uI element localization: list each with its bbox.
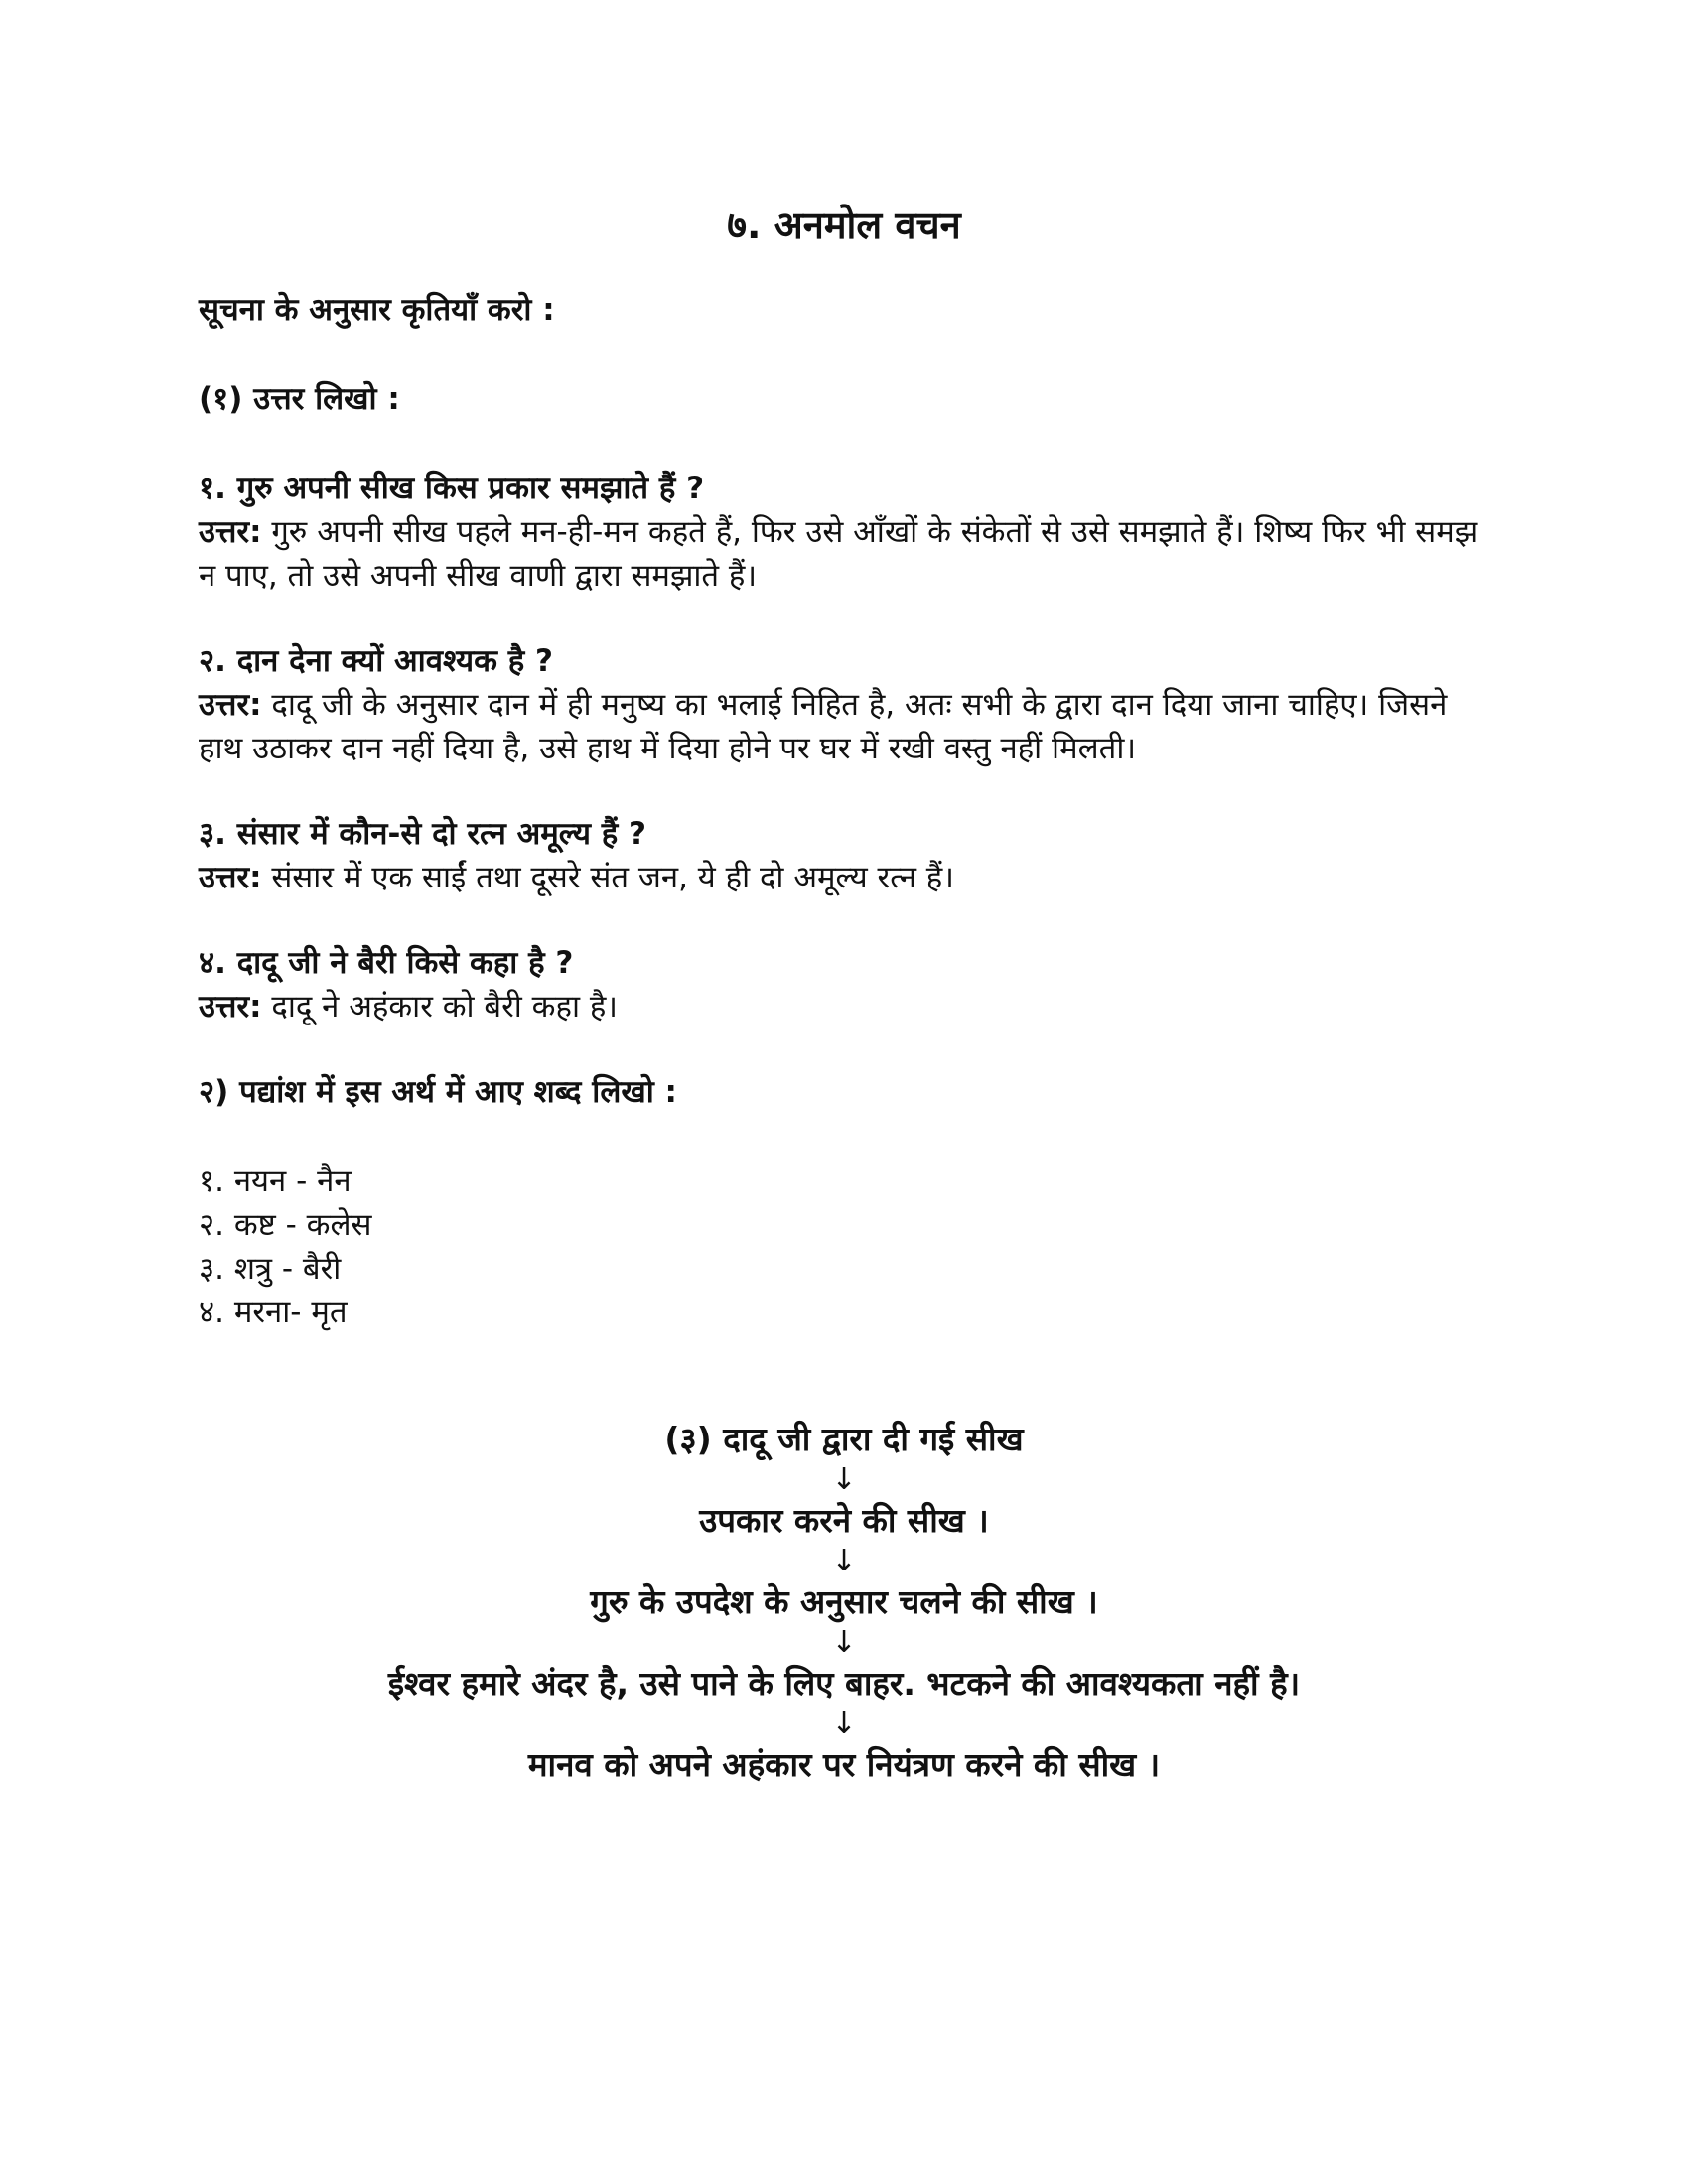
answer-label: उत्तर: — [199, 860, 262, 895]
answer-label: उत्तर: — [199, 514, 262, 550]
qa-item-4 — [199, 941, 1489, 1028]
list-item: १. नयन - नैन — [199, 1163, 352, 1199]
answer-1-text: गुरु अपनी सीख पहले मन-ही-मन कहते हैं, फिर उसे आँखों के संकेतों से उसे समझाते हैं। शिष्य फिर भी समझ न पाए, तो उसे अपनी सीख वाणी द्वारा समझाते हैं। — [199, 514, 1478, 594]
list-item: ३. शत्रु - बैरी — [199, 1251, 342, 1287]
word-meaning-list — [199, 1160, 1489, 1334]
arrow-down-icon: ↓ — [831, 1706, 857, 1741]
answer-2 — [199, 683, 1489, 770]
answer-label: उत्तर: — [199, 687, 262, 723]
question-3: ३. संसार में कौन-से दो रत्न अमूल्य हैं ? — [199, 816, 646, 852]
answer-3 — [199, 856, 1489, 899]
answer-2-text: दादू जी के अनुसार दान में ही मनुष्य का भलाई निहित है, अतः सभी के द्वारा दान दिया जाना चाहिए। जिसने हाथ उठाकर दान नहीं दिया है, उसे हाथ में दिया होने पर घर में रखी वस्तु नहीं मिलती। — [199, 687, 1448, 766]
flow-step-2: गुरु के उपदेश के अनुसार चलने की सीख । — [590, 1582, 1098, 1621]
arrow-down-icon: ↓ — [831, 1462, 857, 1497]
section-1-heading: (१) उत्तर लिखो : — [199, 381, 400, 417]
question-4: ४. दादू जी ने बैरी किसे कहा है ? — [199, 945, 574, 981]
answer-1 — [199, 510, 1489, 598]
main-content — [199, 288, 1489, 1334]
flow-step-1: उपकार करने की सीख । — [699, 1501, 989, 1540]
qa-item-3 — [199, 812, 1489, 899]
arrow-down-icon: ↓ — [831, 1544, 857, 1578]
qa-item-1 — [199, 467, 1489, 598]
answer-3-text: संसार में एक साईं तथा दूसरे संत जन, ये ही दो अमूल्य रत्न हैं। — [261, 860, 955, 895]
arrow-down-icon: ↓ — [831, 1625, 857, 1660]
flow-step-4: मानव को अपने अहंकार पर नियंत्रण करने की सीख । — [527, 1745, 1161, 1784]
teachings-flow-diagram — [0, 1420, 1688, 1785]
flow-step-3: ईश्वर हमारे अंदर है, उसे पाने के लिए बाहर. भटकने की आवश्यकता नहीं है। — [387, 1664, 1301, 1703]
answer-label: उत्तर: — [199, 989, 262, 1024]
section-2-heading: २) पद्यांश में इस अर्थ में आए शब्द लिखो : — [199, 1074, 677, 1110]
instruction-heading: सूचना के अनुसार कृतियाँ करो : — [199, 292, 555, 328]
list-item: ४. मरना- मृत — [199, 1295, 348, 1330]
question-1: १. गुरु अपनी सीख किस प्रकार समझाते हैं ? — [199, 471, 705, 506]
question-2: २. दान देना क्यों आवश्यक है ? — [199, 643, 553, 679]
answer-4-text: दादू ने अहंकार को बैरी कहा है। — [261, 989, 619, 1024]
page-title: ७. अनमोल वचन — [727, 204, 961, 247]
answer-4 — [199, 985, 1489, 1028]
list-item: २. कष्ट - कलेस — [199, 1207, 372, 1243]
flow-heading: (३) दादू जी द्वारा दी गई सीख — [664, 1420, 1024, 1458]
qa-item-2 — [199, 639, 1489, 770]
